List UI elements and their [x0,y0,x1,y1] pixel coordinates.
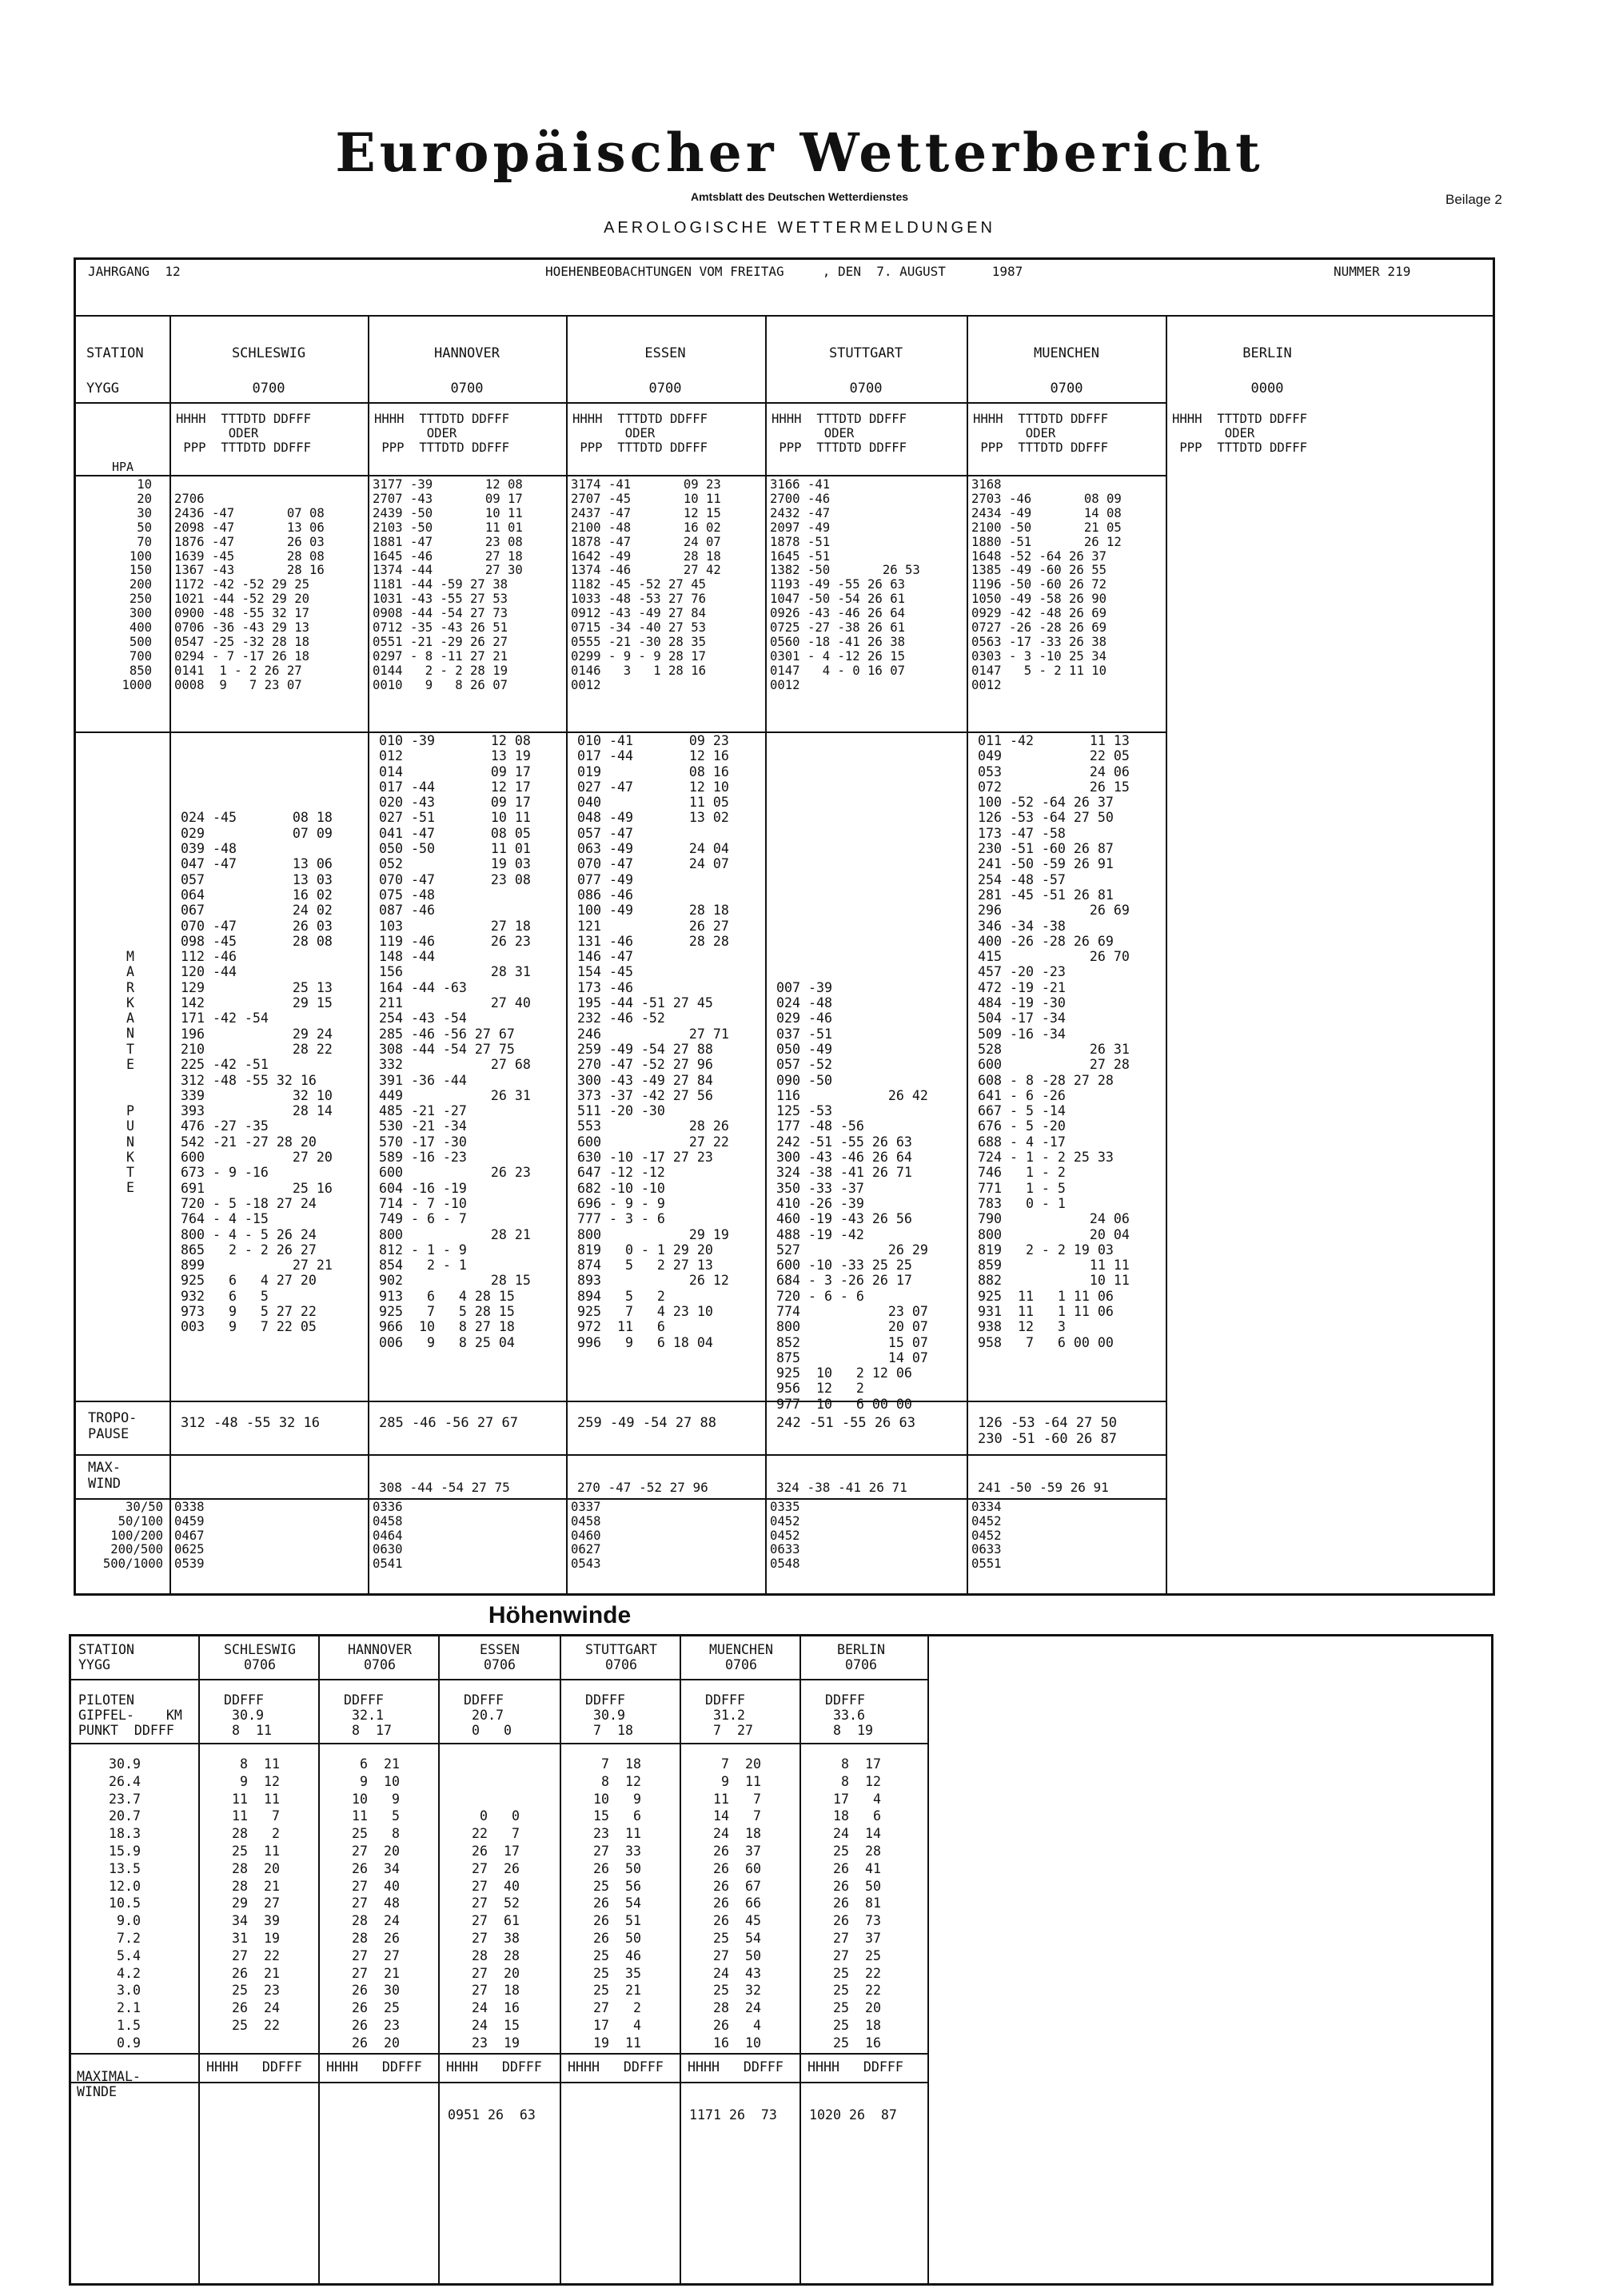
hw-max-value: 1171 26 73 [689,2107,777,2123]
hw-station-label: STATION YYGG [78,1642,134,1673]
station-label: STATION [86,345,144,361]
shear-values: 0334 0452 0452 0633 0551 [971,1500,1002,1572]
hw-max-value: 1020 26 87 [809,2107,897,2123]
observation-date: HOEHENBEOBACHTUNGEN VOM FREITAG , DEN 7. AUGUST 1987 [545,264,1023,279]
hw-station-yygg: 0706 [484,1657,516,1672]
hw-station-yygg: 0706 [845,1657,877,1672]
station-name: SCHLESWIG [231,345,306,361]
page-title: Europäischer Wetterbericht [335,122,1264,184]
column-header: HHHH TTTDTD DDFFF ODER PPP TTTDTD DDFFF [374,412,509,455]
hw-max-value: 0951 26 63 [448,2107,536,2123]
shear-values: 0337 0458 0460 0627 0543 [571,1500,601,1572]
hw-station-name: HANNOVER [348,1642,412,1657]
hw-station-yygg: 0706 [364,1657,396,1672]
hw-station-yygg: 0706 [725,1657,757,1672]
yygg-label: YYGG [86,381,119,397]
markante-punkte: 024 -45 08 18 029 07 09 039 -48 047 -47 13 06 057 13 03 064 16 02 067 24 02 070 -47 26 03 098 -45 28 08 112 -46 120 -44 129 25 13 142 29 15 171 -42 -54 196 29 24 210 28 22 225 -42 -51 312 -48 -55 32 16 339 32 10 393 28 14 476 -27 -35 542 -21 -27 28 20 600 27 20 673 - 9 -16 691 25 16 720 - 5 -18 27 24 764 - 4 -15 800 - 4 - 5 26 24 865 2 - 2 26 27 899 27 21 925 6 4 27 20 932 6 5 973 9 5 27 22 003 9 7 22 05 [181,810,333,1335]
column-header: HHHH TTTDTD DDFFF ODER PPP TTTDTD DDFFF [772,412,907,455]
hpa-label: HPA [112,460,134,474]
standard-levels: 3166 -41 2700 -46 2432 -47 2097 -49 1878 -51 1645 -51 1382 -50 26 53 1193 -49 -55 26 63 1047 -50 -54 26 61 0926 -43 -46 26 64 0725 -27 -38 26 61 0560 -18 -41 26 38 0301 - 4 -12 26 15 0147 4 - 0 16 07 0012 [770,477,920,692]
standard-levels: 3174 -41 09 23 2707 -45 10 11 2437 -47 12 15 2100 -48 16 02 1878 -47 24 07 1642 -49 28 18 1374 -46 27 42 1182 -45 -52 27 45 1033 -48 -53 27 76 0912 -43 -49 27 84 0715 -34 -40 27 53 0555 -21 -30 28 35 0299 - 9 - 9 28 17 0146 3 1 28 16 0012 [571,477,721,692]
section-title: AEROLOGISCHE WETTERMELDUNGEN [604,219,995,237]
maxwind-value: 241 -50 -59 26 91 [978,1480,1109,1495]
tropopause-value: 312 -48 -55 32 16 [181,1415,320,1431]
hw-winds: 8 11 9 12 11 11 11 7 28 2 25 11 28 20 28 21 29 27 34 39 31 19 27 22 26 21 25 23 26 24 25 22 [232,1756,280,2033]
tropopause-label: TROPO- PAUSE [88,1410,138,1442]
nummer-label: NUMMER 219 [1334,264,1411,279]
station-name: HANNOVER [434,345,500,361]
hw-station-yygg: 0706 [244,1657,276,1672]
hw-station-name: MUENCHEN [709,1642,773,1657]
column-header: HHHH TTTDTD DDFFF ODER PPP TTTDTD DDFFF [572,412,708,455]
standard-levels: 3168 2703 -46 08 09 2434 -49 14 08 2100 -50 21 05 1880 -51 26 12 1648 -52 -64 26 37 1385 -49 -60 26 55 1196 -50 -60 26 72 1050 -49 -58 26 90 0929 -42 -48 26 69 0727 -26 -28 26 69 0563 -17 -33 26 38 0303 - 3 -10 25 34 0147 5 - 2 11 10 0012 [971,477,1122,692]
hw-station-name: STUTTGART [585,1642,657,1657]
hw-winds: 7 18 8 12 10 9 15 6 23 11 27 33 26 50 25 56 26 54 26 51 26 50 25 46 25 35 25 21 27 2 17 4 19 11 [593,1756,641,2051]
hw-station-yygg: 0706 [605,1657,637,1672]
beilage-label: Beilage 2 [1445,192,1502,207]
tropopause-value: 242 -51 -55 26 63 [776,1415,915,1431]
markante-punkte: 007 -39 024 -48 029 -46 037 -51 050 -49 057 -52 090 -50 116 26 42 125 -53 177 -48 -56 242 -51 -55 26 63 300 -43 -46 26 64 324 -38 -41 26 71 350 -33 -37 410 -26 -39 460 -19 -43 26 56 488 -19 -42 527 26 29 600 -10 -33 25 25 684 - 3 -26 26 17 720 - 6 - 6 774 23 07 800 20 07 852 15 07 875 14 07 925 10 2 12 06 956 12 2 977 10 6 00 00 [776,979,928,1412]
tropopause-value: 126 -53 -64 27 50 230 -51 -60 26 87 [978,1415,1117,1447]
maxwind-value: 324 -38 -41 26 71 [776,1480,907,1495]
shear-values: 0336 0458 0464 0630 0541 [373,1500,403,1572]
shear-values: 0338 0459 0467 0625 0539 [174,1500,205,1572]
maxwind-value: 308 -44 -54 27 75 [379,1480,510,1495]
hpa-levels: 10 20 30 50 70 100 150 200 250 300 400 500 700 850 1000 [122,477,152,692]
hw-gipfel: DDFFF 20.7 0 0 [464,1692,512,1739]
markante-punkte: 010 -41 09 23 017 -44 12 16 019 08 16 027 -47 12 10 040 11 05 048 -49 13 02 057 -47 063 -49 24 04 070 -47 24 07 077 -49 086 -46 100 -49 28 18 121 26 27 131 -46 28 28 146 -47 154 -45 173 -46 195 -44 -51 27 45 232 -46 -52 246 27 71 259 -49 -54 27 88 270 -47 -52 27 96 300 -43 -49 27 84 373 -37 -42 27 56 511 -20 -30 553 28 26 600 27 22 630 -10 -17 27 23 647 -12 -12 682 -10 -10 696 - 9 - 9 777 - 3 - 6 800 29 19 819 0 - 1 29 20 874 5 2 27 13 893 26 12 894 5 2 925 7 4 23 10 972 11 6 996 9 6 18 04 [577,733,729,1350]
hw-winds: 0 0 22 7 26 17 27 26 27 40 27 52 27 61 27 38 28 28 27 20 27 18 24 16 24 15 23 19 [472,1808,520,2051]
hw-piloten-label: PILOTEN GIPFEL- KM PUNKT DDFFF [78,1692,182,1739]
column-header: HHHH TTTDTD DDFFF ODER PPP TTTDTD DDFFF [973,412,1108,455]
station-name: STUTTGART [828,345,903,361]
hw-heights: 30.9 26.4 23.7 20.7 18.3 15.9 13.5 12.0 10.5 9.0 7.2 5.4 4.2 3.0 2.1 1.5 0.9 [109,1756,141,2051]
column-header: HHHH TTTDTD DDFFF ODER PPP TTTDTD DDFFF [1172,412,1307,455]
hoehenwinde-title: Höhenwinde [488,1602,632,1628]
hw-gipfel: DDFFF 30.9 7 18 [585,1692,633,1739]
hw-winds: 6 21 9 10 10 9 11 5 25 8 27 20 26 34 27 40 27 48 28 24 28 26 27 27 27 21 26 30 26 25 26 23 26 20 [352,1756,400,2051]
station-yygg: 0700 [849,381,883,397]
station-name: MUENCHEN [1034,345,1099,361]
station-yygg: 0700 [450,381,484,397]
markante-punkte: 011 -42 11 13 049 22 05 053 24 06 072 26 15 100 -52 -64 26 37 126 -53 -64 27 50 173 -47 -58 230 -51 -60 26 87 241 -50 -59 26 91 254 -48 -57 281 -45 -51 26 81 296 26 69 346 -34 -38 400 -26 -28 26 69 415 26 70 457 -20 -23 472 -19 -21 484 -19 -30 504 -17 -34 509 -16 -34 528 26 31 600 27 28 608 - 8 -28 27 28 641 - 6 -26 667 - 5 -14 676 - 5 -20 688 - 4 -17 724 - 1 - 2 25 33 746 1 - 2 771 1 - 5 783 0 - 1 790 24 06 800 20 04 819 2 - 2 19 03 859 11 11 882 10 11 925 11 1 11 06 931 11 1 11 06 938 12 3 958 7 6 00 00 [978,733,1130,1350]
hw-gipfel: DDFFF 33.6 8 19 [825,1692,873,1739]
hw-gipfel: DDFFF 30.9 8 11 [224,1692,272,1739]
page-subtitle: Amtsblatt des Deutschen Wetterdienstes [690,190,909,203]
markante-label: M A R K A N T E P U N K T E [126,949,134,1196]
hw-max-header: HHHH DDFFF [206,2059,302,2075]
station-name: BERLIN [1242,345,1292,361]
maxwind-label: MAX- WIND [88,1460,121,1492]
hw-station-name: SCHLESWIG [224,1642,296,1657]
jahrgang-label: JAHRGANG 12 [88,264,181,279]
station-yygg: 0000 [1250,381,1284,397]
hw-max-header: HHHH DDFFF [326,2059,422,2075]
standard-levels: 2706 2436 -47 07 08 2098 -47 13 06 1876 -47 26 03 1639 -45 28 08 1367 -43 28 16 1172 -42 -52 29 25 1021 -44 -52 29 20 0900 -48 -55 32 17 0706 -36 -43 29 13 0547 -25 -32 28 18 0294 - 7 -17 26 18 0141 1 - 2 26 27 0008 9 7 23 07 [174,491,325,692]
station-yygg: 0700 [1050,381,1083,397]
hw-maximal-label: MAXIMAL- WINDE [77,2069,141,2100]
hw-station-name: ESSEN [480,1642,520,1657]
hw-station-name: BERLIN [837,1642,885,1657]
shear-levels: 30/50 50/100 100/200 200/500 500/1000 [102,1500,163,1572]
standard-levels: 3177 -39 12 08 2707 -43 09 17 2439 -50 10 11 2103 -50 11 01 1881 -47 23 08 1645 -46 27 18 1374 -44 27 30 1181 -44 -59 27 38 1031 -43 -55 27 53 0908 -44 -54 27 73 0712 -35 -43 26 51 0551 -21 -29 26 27 0297 - 8 -11 27 21 0144 2 - 2 28 19 0010 9 8 26 07 [373,477,523,692]
station-name: ESSEN [644,345,686,361]
hw-winds: 8 17 8 12 17 4 18 6 24 14 25 28 26 41 26 50 26 81 26 73 27 37 27 25 25 22 25 22 25 20 25 18 25 16 [833,1756,881,2051]
hw-winds: 7 20 9 11 11 7 14 7 24 18 26 37 26 60 26 67 26 66 26 45 25 54 27 50 24 43 25 32 28 24 26 4 16 10 [713,1756,761,2051]
hw-max-header: HHHH DDFFF [688,2059,784,2075]
tropopause-value: 259 -49 -54 27 88 [577,1415,716,1431]
station-yygg: 0700 [648,381,682,397]
hw-max-header: HHHH DDFFF [446,2059,542,2075]
hw-max-header: HHHH DDFFF [807,2059,903,2075]
maxwind-value: 270 -47 -52 27 96 [577,1480,708,1495]
station-yygg: 0700 [252,381,285,397]
hw-gipfel: DDFFF 32.1 8 17 [344,1692,392,1739]
column-header: HHHH TTTDTD DDFFF ODER PPP TTTDTD DDFFF [176,412,311,455]
hw-max-header: HHHH DDFFF [568,2059,664,2075]
shear-values: 0335 0452 0452 0633 0548 [770,1500,800,1572]
tropopause-value: 285 -46 -56 27 67 [379,1415,518,1431]
hw-gipfel: DDFFF 31.2 7 27 [705,1692,753,1739]
markante-punkte: 010 -39 12 08 012 13 19 014 09 17 017 -44 12 17 020 -43 09 17 027 -51 10 11 041 -47 08 05 050 -50 11 01 052 19 03 070 -47 23 08 075 -48 087 -46 103 27 18 119 -46 26 23 148 -44 156 28 31 164 -44 -63 211 27 40 254 -43 -54 285 -46 -56 27 67 308 -44 -54 27 75 332 27 68 391 -36 -44 449 26 31 485 -21 -27 530 -21 -34 570 -17 -30 589 -16 -23 600 26 23 604 -16 -19 714 - 7 -10 749 - 6 - 7 800 28 21 812 - 1 - 9 854 2 - 1 902 28 15 913 6 4 28 15 925 7 5 28 15 966 10 8 27 18 006 9 8 25 04 [379,733,531,1350]
